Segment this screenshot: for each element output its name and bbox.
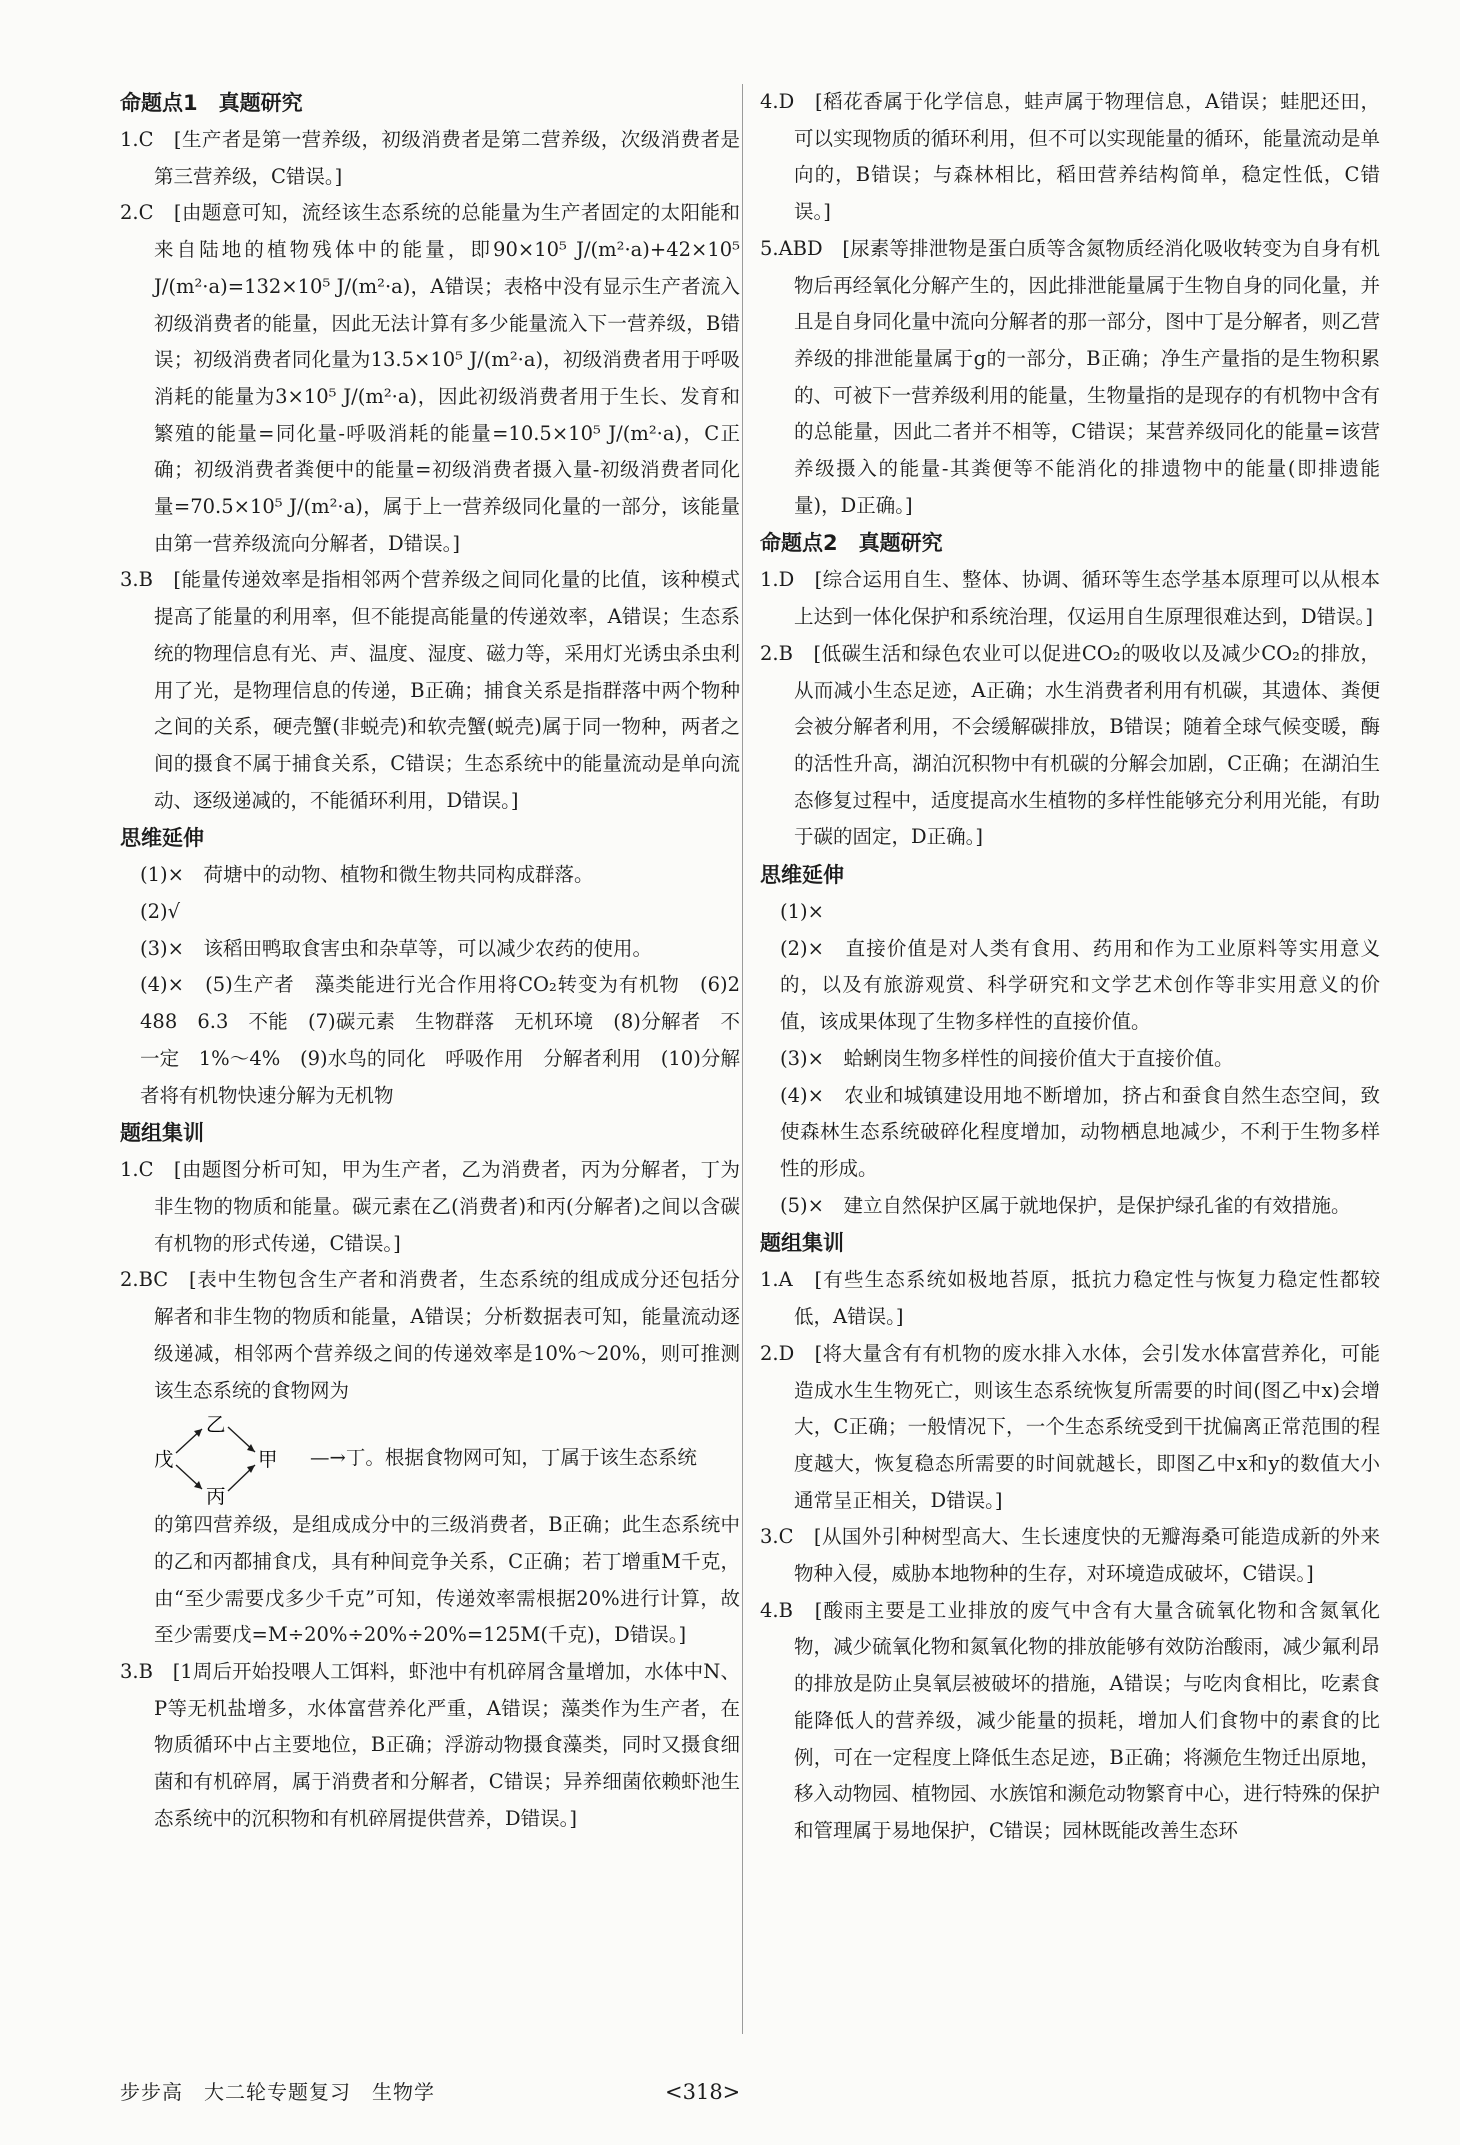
food-web-node: 甲 — [258, 1448, 278, 1472]
answer-item: 1.D [综合运用自生、整体、协调、循环等生态学基本原理可以从根本上达到一体化保护和系统治理，仅运用自生原理很难达到，D错误。] — [760, 568, 1380, 629]
food-web-node: 戊 — [154, 1448, 174, 1472]
food-web-diagram — [154, 1409, 304, 1507]
extension-item: (4)× 农业和城镇建设用地不断增加，挤占和蚕食自然生态空间，致使森林生态系统破碎化程度增加，动物栖息地减少，不利于生物多样性的形成。 — [780, 1083, 1380, 1180]
section-heading: 命题点2 真题研究 — [760, 531, 943, 556]
food-web-arrow-line — [310, 1440, 697, 1477]
section-heading: 题组集训 — [760, 1231, 844, 1256]
page-footer — [120, 2072, 1360, 2112]
food-web-node: 丁 — [345, 1445, 366, 1469]
left-column — [120, 84, 740, 1838]
answer-item: 2.BC [表中生物包含生产者和消费者，生态系统的组成成分还包括分解者和非生物的物质和能量，A错误；分析数据表可知，能量流动逐级递减，相邻两个营养级之间的传递效率是10%～20%，则可推测该生态系统的食物网为 — [120, 1268, 740, 1402]
extension-item: (3)× 该稻田鸭取食害虫和杂草等，可以减少农药的使用。 — [140, 936, 652, 960]
food-web-line — [120, 1409, 740, 1507]
answer-item: 4.D [稻花香属于化学信息，蛙声属于物理信息，A错误；蛙肥还田，可以实现物质的循环利用，但不可以实现能量的循环，能量流动是单向的，B错误；与森林相比，稻田营养结构简单，稳定性低，C错误。] — [760, 90, 1380, 224]
answer-item: 2.D [将大量含有有机物的废水排入水体，会引发水体富营养化，可能造成水生生物死亡，则该生态系统恢复所需要的时间(图乙中x)会增大，C正确；一般情况下，一个生态系统受到干扰偏离正常范围的程度越大，恢复稳态所需要的时间就越长，即图乙中x和y的数值大小通常呈正相关，D错误。] — [760, 1341, 1380, 1512]
section-heading: 命题点1 真题研究 — [120, 91, 303, 115]
answer-item: 1.C [由题图分析可知，甲为生产者，乙为消费者，丙为分解者，丁为非生物的物质和能量。碳元素在乙(消费者)和丙(分解者)之间以含碳有机物的形式传递，C错误。] — [120, 1158, 740, 1255]
section-heading: 思维延伸 — [120, 826, 204, 851]
answer-item: 5.ABD [尿素等排泄物是蛋白质等含氮物质经消化吸收转变为自身有机物后再经氧化分解产生的，因此排泄能量属于生物自身的同化量，并且是自身同化量中流向分解者的那一部分，图中丁是分解者，则乙营养级的排泄能量属于g的一部分，B正确；净生产量指的是生物积累的、可被下一营养级利用的能量，生物量指的是现存的有机物中含有的总能量，因此二者并不相等，C错误；某营养级同化的能量=该营养级摄入的能量-其粪便等不能消化的排遗物中的能量(即排遗能量)，D正确。] — [760, 236, 1380, 517]
food-web-arrow: —→ — [310, 1445, 346, 1469]
page-number: <318> — [665, 2080, 741, 2104]
answer-item: 4.B [酸雨主要是工业排放的废气中含有大量含硫氧化物和含氮氧化物，减少硫氧化物和氮氧化物的排放能够有效防治酸雨，减少氟利昂的排放是防止臭氧层被破坏的措施，A错误；与吃肉食相比，吃素食能降低人的营养级，减少能量的损耗，增加人们食物中的素食的比例，可在一定程度上降低生态足迹，B正确；将濒危生物迁出原地，移入动物园、植物园、水族馆和濒危动物繁育中心，进行特殊的保护和管理属于易地保护，C错误；园林既能改善生态环 — [760, 1598, 1380, 1842]
answer-item: 1.A [有些生态系统如极地苔原，抵抗力稳定性与恢复力稳定性都较低，A错误。] — [760, 1268, 1380, 1329]
section-heading: 思维延伸 — [760, 863, 844, 888]
extension-item: (5)× 建立自然保护区属于就地保护，是保护绿孔雀的有效措施。 — [780, 1193, 1351, 1217]
column-divider — [742, 84, 743, 2034]
extension-item: (2)× 直接价值是对人类有食用、药用和作为工业原料等实用意义的，以及有旅游观赏、科学研究和文学艺术创作等非实用意义的价值，该成果体现了生物多样性的直接价值。 — [780, 936, 1380, 1034]
food-web-node: 乙 — [206, 1413, 226, 1437]
answer-item: 2.C [由题意可知，流经该生态系统的总能量为生产者固定的太阳能和来自陆地的植物残体中的能量，即90×10⁵ J/(m²·a)+42×10⁵ J/(m²·a)=132×10⁵ J/(m²·a)，A错误；表格中没有显示生产者流入初级消费者的能量，因此无法计算有多少能量流入下一营养级，B错误；初级消费者同化量为13.5×10⁵ J/(m²·a)，初级消费者用于呼吸消耗的能量为3×10⁵ J/(m²·a)，因此初级消费者用于生长、发育和繁殖的能量=同化量-呼吸消耗的能量=10.5×10⁵ J/(m²·a)，C正确；初级消费者粪便中的能量=初级消费者摄入量-初级消费者同化量=70.5×10⁵ J/(m²·a)，属于上一营养级同化量的一部分，该能量由第一营养级流向分解者，D错误。] — [120, 201, 740, 555]
right-column — [760, 84, 1380, 1850]
answer-item: 3.B [1周后开始投喂人工饵料，虾池中有机碎屑含量增加，水体中N、P等无机盐增多，水体富营养化严重，A错误；藻类作为生产者，在物质循环中占主要地位，B正确；浮游动物摄食藻类，同时又摄食细菌和有机碎屑，属于消费者和分解者，C错误；异养细菌依赖虾池生态系统中的沉积物和有机碎屑提供营养，D错误。] — [120, 1660, 740, 1830]
food-web-caption: 。根据食物网可知，丁属于该生态系统 — [365, 1445, 697, 1469]
extension-item: (3)× 蛤蜊岗生物多样性的间接价值大于直接价值。 — [780, 1046, 1234, 1070]
answer-item: 3.B [能量传递效率是指相邻两个营养级之间同化量的比值，该种模式提高了能量的利用率，但不能提高能量的传递效率，A错误；生态系统的物理信息有光、声、温度、湿度、磁力等，采用灯光诱虫杀虫利用了光，是物理信息的传递，B正确；捕食关系是指群落中两个物种之间的关系，硬壳蟹(非蜕壳)和软壳蟹(蜕壳)属于同一物种，两者之间的摄食不属于捕食关系，C错误；生态系统中的能量流动是单向流动、逐级递减的，不能循环利用，D错误。] — [120, 568, 740, 812]
section-heading: 题组集训 — [120, 1121, 204, 1146]
series-title: 步步高 大二轮专题复习 生物学 — [120, 2080, 435, 2104]
answer-item-continued: 的第四营养级，是组成成分中的三级消费者，B正确；此生态系统中的乙和丙都捕食戊，具有种间竞争关系，C正确；若丁增重M千克，由“至少需要戊多少千克”可知，传递效率需根据20%进行计算，故至少需要戊=M÷20%÷20%÷20%=125M(千克)，D错误。] — [154, 1513, 740, 1647]
answer-item: 1.C [生产者是第一营养级，初级消费者是第二营养级，次级消费者是第三营养级，C错误。] — [120, 128, 740, 188]
extension-item: (1)× 荷塘中的动物、植物和微生物共同构成群落。 — [140, 863, 594, 887]
answer-item: 2.B [低碳生活和绿色农业可以促进CO₂的吸收以及减少CO₂的排放，从而减小生态足迹，A正确；水生消费者利用有机碳，其遗体、粪便会被分解者利用，不会缓解碳排放，B错误；随着全球气候变暖，酶的活性升高，湖泊沉积物中有机碳的分解会加剧，C正确；在湖泊生态修复过程中，适度提高水生植物的多样性能够充分利用光能，有助于碳的固定，D正确。] — [760, 641, 1380, 849]
extension-item: (2)√ — [140, 900, 181, 924]
extension-item: (1)× — [780, 900, 824, 924]
extension-item: (4)× (5)生产者 藻类能进行光合作用将CO₂转变为有机物 (6)2 488 6.3 不能 (7)碳元素 生物群落 无机环境 (8)分解者 不一定 1%～4% (9)水鸟的同化 呼吸作用 分解者利用 (10)分解者将有机物快速分解为无机物 — [140, 973, 740, 1107]
answer-item: 3.C [从国外引种树型高大、生长速度快的无瓣海桑可能造成新的外来物种入侵，威胁本地物种的生存，对环境造成破坏，C错误。] — [760, 1525, 1380, 1586]
food-web-node: 丙 — [206, 1485, 226, 1508]
